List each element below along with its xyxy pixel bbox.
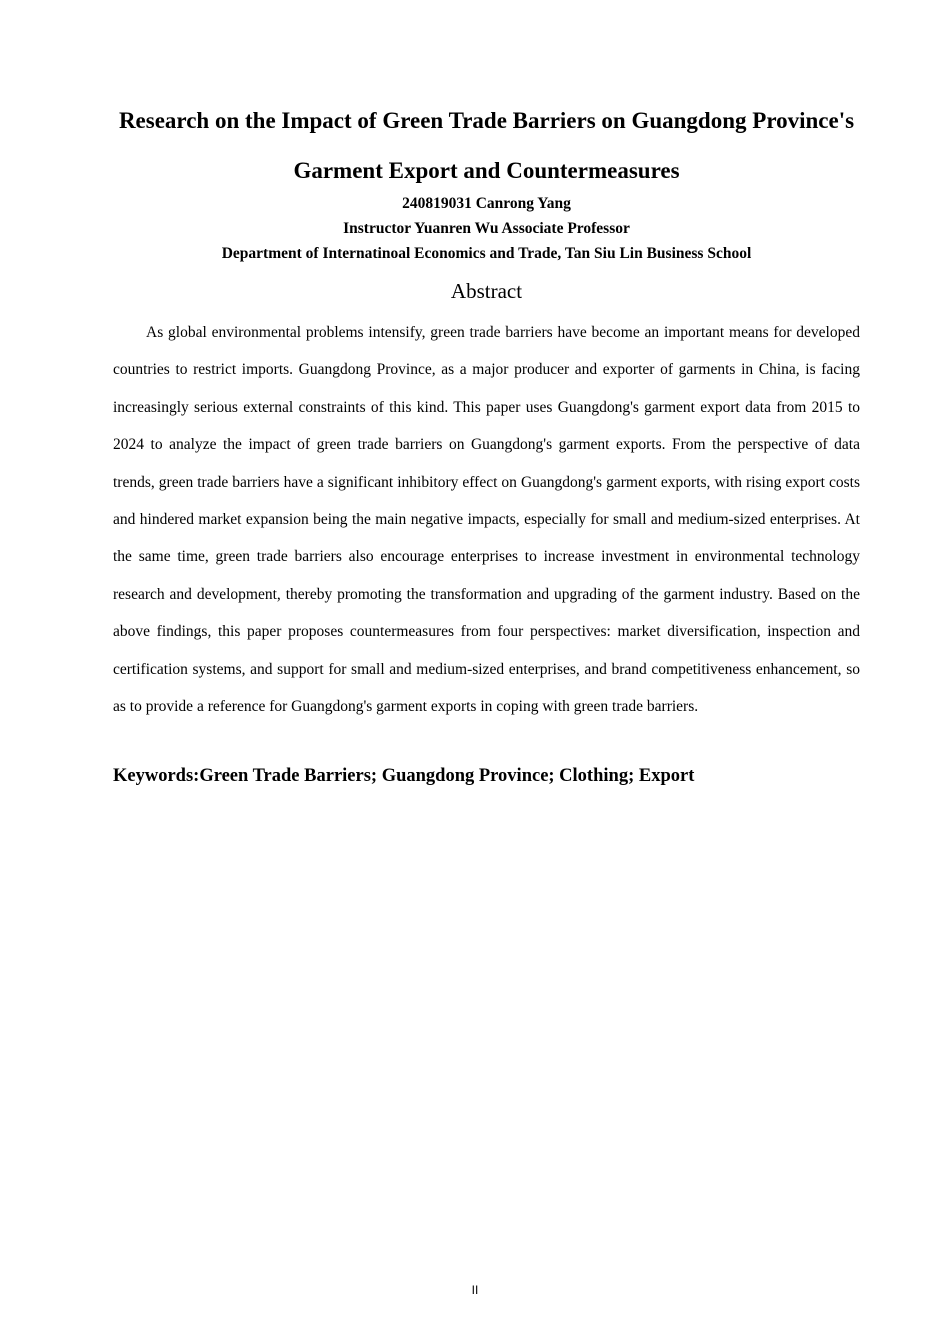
paper-title: Research on the Impact of Green Trade Barriers on Guangdong Province's Garment Export and Countermeasures <box>118 108 855 183</box>
abstract-heading: Abstract <box>450 279 523 303</box>
author-line: 240819031 Canrong Yang <box>402 195 571 212</box>
page-number: II <box>471 1283 479 1297</box>
abstract-body: As global environmental problems intensify, green trade barriers have become an important means for developed countries to restrict imports. Guangdong Province, as a major producer and exporter of garments in China, is facing increasingly serious external constraints of this kind. This paper uses Guangdong's garment export data from 2015 to 2024 to analyze the impact of green trade barriers on Guangdong's garment exports. From the perspective of data trends, green trade barriers have a significant inhibitory effect on Guangdong's garment exports, with rising export costs and hindered market expansion being the main negative impacts, especially for small and medium-sized enterprises. At the same time, green trade barriers also encourage enterprises to increase investment in environmental technology research and development, thereby promoting the transformation and upgrading of the garment industry. Based on the above findings, this paper proposes countermeasures from four perspectives: market diversification, inspection and certification systems, and support for small and medium-sized enterprises, and brand competitiveness enhancement, so as to provide a reference for Guangdong's garment exports in coping with green trade barriers. <box>113 324 860 716</box>
department-line: Department of Internatinoal Economics and Trade, Tan Siu Lin Business School <box>221 245 752 262</box>
keywords-line: Keywords:Green Trade Barriers; Guangdong Province; Clothing; Export <box>113 766 695 786</box>
instructor-line: Instructor Yuanren Wu Associate Professor <box>343 220 630 237</box>
